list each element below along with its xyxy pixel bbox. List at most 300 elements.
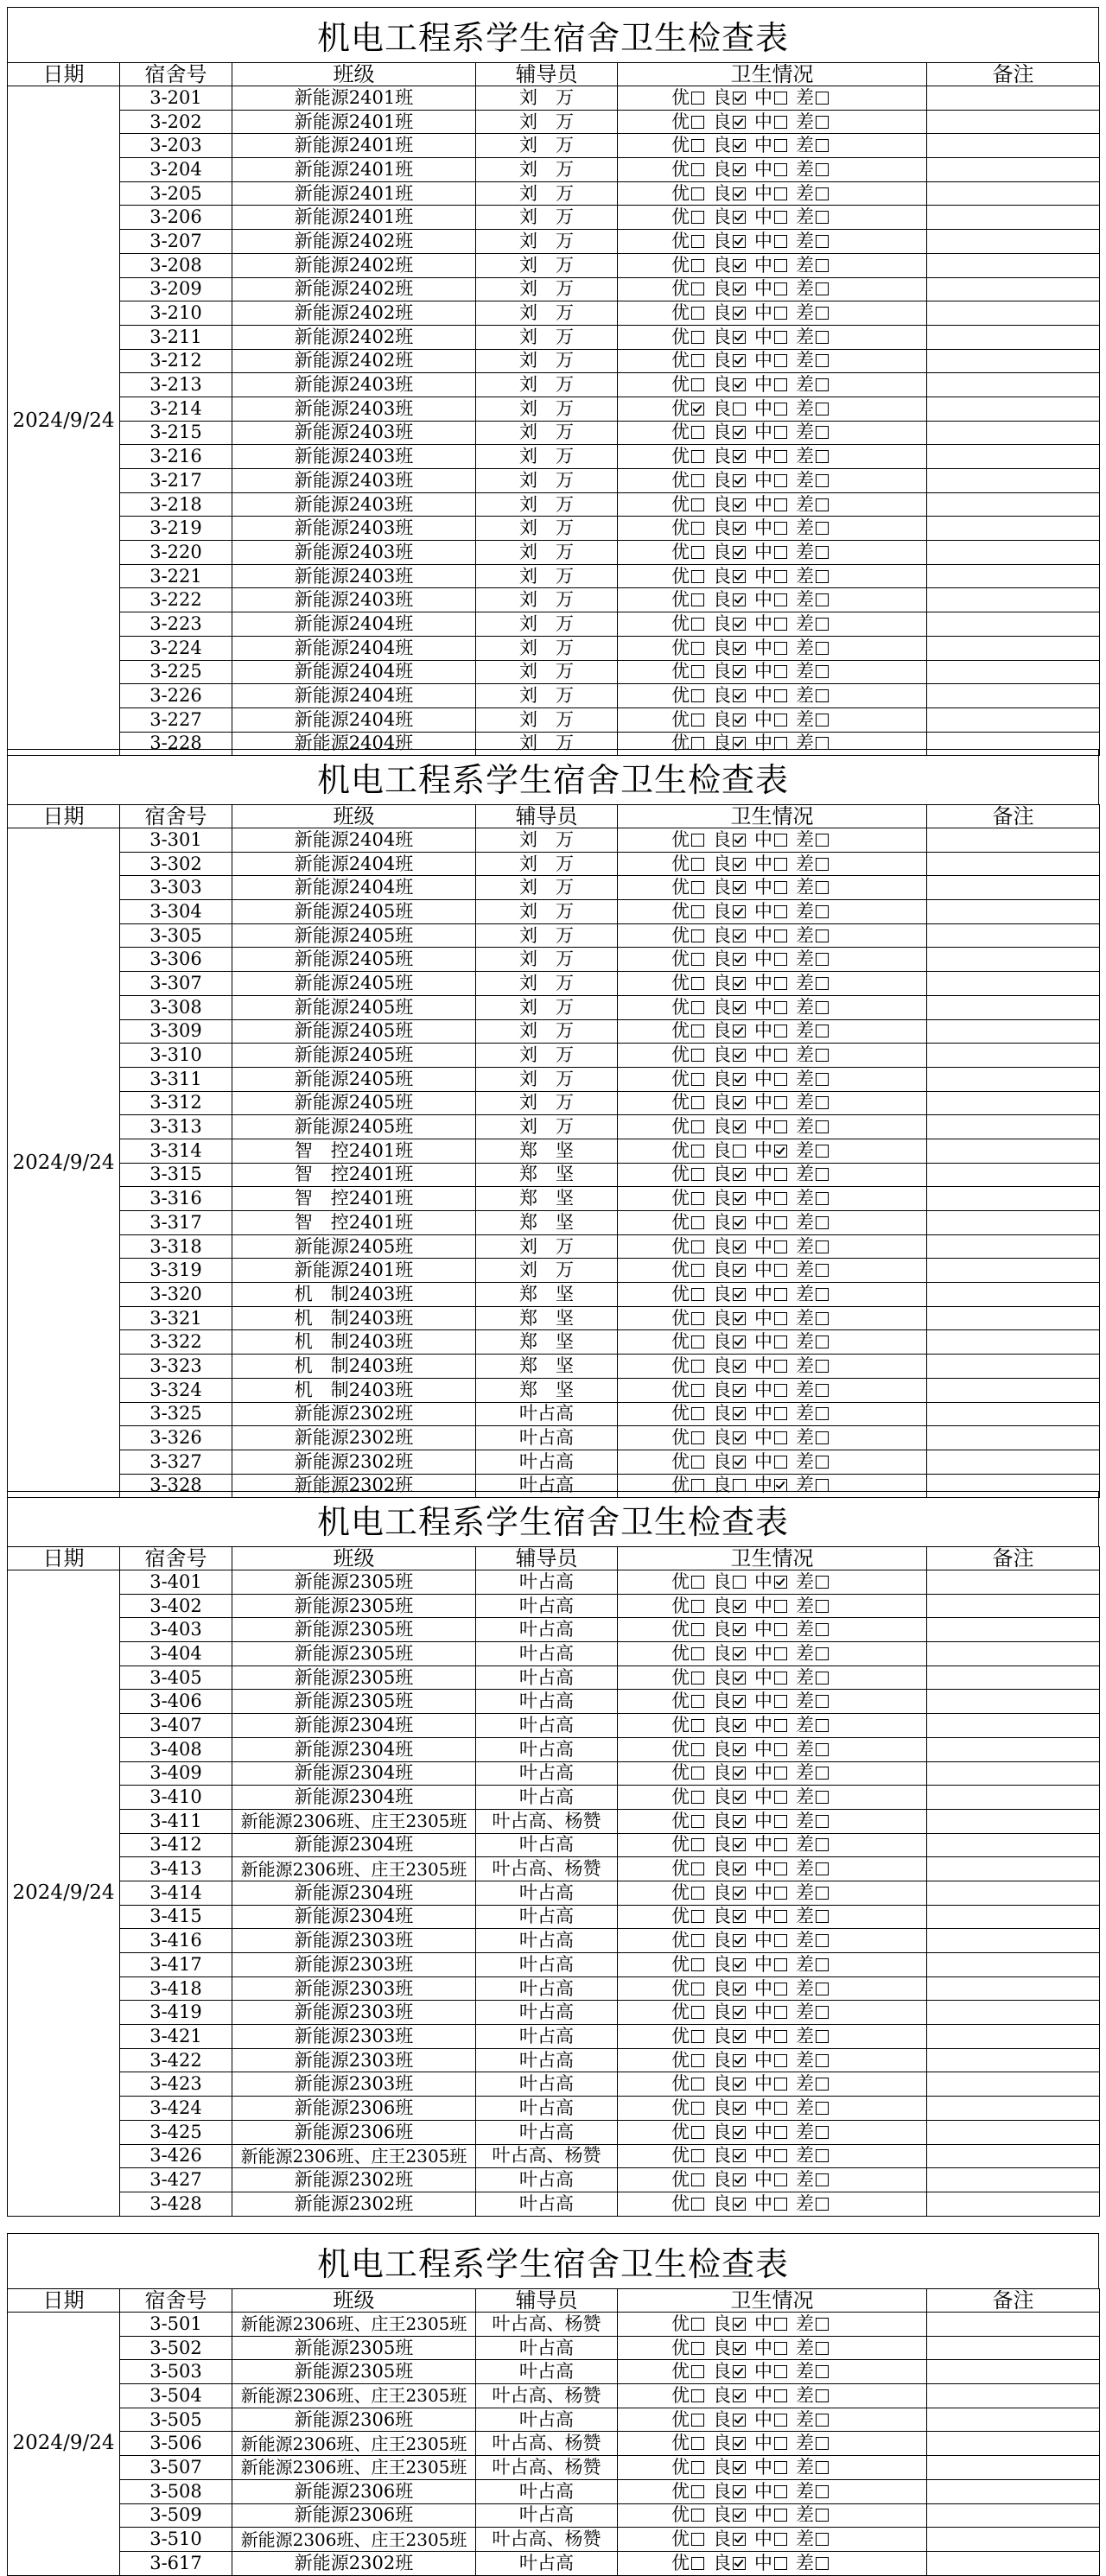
empty-box-icon[interactable] [816, 163, 829, 176]
empty-box-icon[interactable] [774, 187, 787, 200]
empty-box-icon[interactable] [774, 2006, 787, 2019]
empty-box-icon[interactable] [816, 1958, 829, 1971]
empty-box-icon[interactable] [691, 2365, 704, 2378]
empty-box-icon[interactable] [691, 1576, 704, 1589]
checked-box-icon[interactable] [733, 1647, 746, 1660]
empty-box-icon[interactable] [816, 2485, 829, 2498]
empty-box-icon[interactable] [691, 139, 704, 152]
checked-box-icon[interactable] [733, 1743, 746, 1756]
checked-box-icon[interactable] [733, 1862, 746, 1875]
empty-box-icon[interactable] [774, 546, 787, 559]
empty-box-icon[interactable] [691, 474, 704, 487]
empty-box-icon[interactable] [691, 2461, 704, 2474]
empty-box-icon[interactable] [691, 905, 704, 918]
empty-box-icon[interactable] [774, 1288, 787, 1301]
empty-box-icon[interactable] [816, 378, 829, 391]
empty-box-icon[interactable] [774, 139, 787, 152]
empty-box-icon[interactable] [816, 2342, 829, 2355]
checked-box-icon[interactable] [733, 905, 746, 918]
empty-box-icon[interactable] [691, 1384, 704, 1397]
checked-box-icon[interactable] [733, 593, 746, 606]
empty-box-icon[interactable] [774, 1096, 787, 1109]
empty-box-icon[interactable] [774, 2557, 787, 2570]
empty-box-icon[interactable] [816, 1192, 829, 1205]
checked-box-icon[interactable] [733, 92, 746, 105]
checked-box-icon[interactable] [691, 403, 704, 416]
empty-box-icon[interactable] [691, 259, 704, 272]
checked-box-icon[interactable] [733, 474, 746, 487]
empty-box-icon[interactable] [774, 2389, 787, 2402]
checked-box-icon[interactable] [774, 1576, 787, 1589]
empty-box-icon[interactable] [691, 2557, 704, 2570]
checked-box-icon[interactable] [733, 1600, 746, 1613]
empty-box-icon[interactable] [691, 1958, 704, 1971]
empty-box-icon[interactable] [774, 331, 787, 344]
empty-box-icon[interactable] [816, 2030, 829, 2043]
empty-box-icon[interactable] [816, 1096, 829, 1109]
empty-box-icon[interactable] [691, 1001, 704, 1014]
empty-box-icon[interactable] [816, 2461, 829, 2474]
empty-box-icon[interactable] [774, 1791, 787, 1804]
checked-box-icon[interactable] [733, 235, 746, 248]
empty-box-icon[interactable] [691, 1145, 704, 1158]
empty-box-icon[interactable] [816, 2557, 829, 2570]
empty-box-icon[interactable] [774, 1672, 787, 1685]
empty-box-icon[interactable] [816, 1216, 829, 1229]
empty-box-icon[interactable] [816, 450, 829, 463]
empty-box-icon[interactable] [691, 1264, 704, 1277]
empty-box-icon[interactable] [816, 858, 829, 871]
empty-box-icon[interactable] [816, 953, 829, 966]
empty-box-icon[interactable] [691, 1983, 704, 1995]
checked-box-icon[interactable] [733, 2126, 746, 2139]
empty-box-icon[interactable] [774, 1025, 787, 1037]
checked-box-icon[interactable] [733, 1360, 746, 1373]
empty-box-icon[interactable] [816, 1647, 829, 1660]
checked-box-icon[interactable] [733, 858, 746, 871]
empty-box-icon[interactable] [816, 1264, 829, 1277]
empty-box-icon[interactable] [816, 1887, 829, 1900]
empty-box-icon[interactable] [691, 1647, 704, 1660]
checked-box-icon[interactable] [733, 2389, 746, 2402]
empty-box-icon[interactable] [816, 2533, 829, 2546]
empty-box-icon[interactable] [774, 834, 787, 847]
empty-box-icon[interactable] [691, 522, 704, 535]
empty-box-icon[interactable] [774, 1336, 787, 1348]
checked-box-icon[interactable] [733, 2198, 746, 2211]
empty-box-icon[interactable] [816, 2054, 829, 2067]
empty-box-icon[interactable] [816, 1862, 829, 1875]
empty-box-icon[interactable] [691, 2126, 704, 2139]
checked-box-icon[interactable] [733, 331, 746, 344]
empty-box-icon[interactable] [691, 2006, 704, 2019]
empty-box-icon[interactable] [691, 1192, 704, 1205]
empty-box-icon[interactable] [774, 2126, 787, 2139]
empty-box-icon[interactable] [816, 2078, 829, 2091]
checked-box-icon[interactable] [733, 1934, 746, 1947]
empty-box-icon[interactable] [774, 1862, 787, 1875]
checked-box-icon[interactable] [733, 2414, 746, 2427]
empty-box-icon[interactable] [774, 92, 787, 105]
empty-box-icon[interactable] [691, 2102, 704, 2115]
checked-box-icon[interactable] [733, 546, 746, 559]
empty-box-icon[interactable] [733, 1576, 746, 1589]
empty-box-icon[interactable] [816, 1336, 829, 1348]
empty-box-icon[interactable] [816, 1288, 829, 1301]
empty-box-icon[interactable] [733, 1145, 746, 1158]
checked-box-icon[interactable] [733, 1240, 746, 1253]
empty-box-icon[interactable] [816, 834, 829, 847]
empty-box-icon[interactable] [816, 2149, 829, 2162]
empty-box-icon[interactable] [774, 2173, 787, 2186]
empty-box-icon[interactable] [816, 2198, 829, 2211]
empty-box-icon[interactable] [691, 2509, 704, 2522]
empty-box-icon[interactable] [691, 1934, 704, 1947]
empty-box-icon[interactable] [691, 426, 704, 439]
checked-box-icon[interactable] [733, 2533, 746, 2546]
empty-box-icon[interactable] [774, 977, 787, 990]
empty-box-icon[interactable] [816, 1600, 829, 1613]
empty-box-icon[interactable] [774, 1983, 787, 1995]
checked-box-icon[interactable] [733, 1049, 746, 1062]
empty-box-icon[interactable] [816, 1838, 829, 1851]
empty-box-icon[interactable] [691, 2533, 704, 2546]
checked-box-icon[interactable] [733, 2461, 746, 2474]
empty-box-icon[interactable] [691, 1887, 704, 1900]
empty-box-icon[interactable] [774, 426, 787, 439]
checked-box-icon[interactable] [733, 116, 746, 129]
empty-box-icon[interactable] [774, 2318, 787, 2331]
empty-box-icon[interactable] [774, 1192, 787, 1205]
empty-box-icon[interactable] [691, 1120, 704, 1133]
empty-box-icon[interactable] [774, 930, 787, 942]
empty-box-icon[interactable] [774, 1312, 787, 1325]
empty-box-icon[interactable] [816, 1456, 829, 1469]
empty-box-icon[interactable] [691, 2437, 704, 2450]
empty-box-icon[interactable] [691, 163, 704, 176]
empty-box-icon[interactable] [691, 1168, 704, 1181]
empty-box-icon[interactable] [691, 307, 704, 320]
empty-box-icon[interactable] [816, 426, 829, 439]
empty-box-icon[interactable] [816, 1695, 829, 1708]
empty-box-icon[interactable] [691, 689, 704, 702]
checked-box-icon[interactable] [733, 2342, 746, 2355]
empty-box-icon[interactable] [691, 1600, 704, 1613]
empty-box-icon[interactable] [774, 953, 787, 966]
empty-box-icon[interactable] [691, 1240, 704, 1253]
checked-box-icon[interactable] [733, 977, 746, 990]
checked-box-icon[interactable] [733, 570, 746, 583]
empty-box-icon[interactable] [774, 1647, 787, 1660]
empty-box-icon[interactable] [816, 1791, 829, 1804]
empty-box-icon[interactable] [691, 1407, 704, 1420]
empty-box-icon[interactable] [774, 2054, 787, 2067]
empty-box-icon[interactable] [774, 1719, 787, 1732]
checked-box-icon[interactable] [733, 689, 746, 702]
checked-box-icon[interactable] [733, 1192, 746, 1205]
empty-box-icon[interactable] [691, 211, 704, 224]
empty-box-icon[interactable] [816, 235, 829, 248]
empty-box-icon[interactable] [774, 1910, 787, 1923]
checked-box-icon[interactable] [733, 426, 746, 439]
empty-box-icon[interactable] [816, 2126, 829, 2139]
empty-box-icon[interactable] [774, 211, 787, 224]
empty-box-icon[interactable] [691, 1838, 704, 1851]
empty-box-icon[interactable] [774, 2461, 787, 2474]
empty-box-icon[interactable] [816, 618, 829, 631]
empty-box-icon[interactable] [691, 714, 704, 726]
empty-box-icon[interactable] [816, 2318, 829, 2331]
empty-box-icon[interactable] [774, 905, 787, 918]
empty-box-icon[interactable] [816, 593, 829, 606]
empty-box-icon[interactable] [691, 1025, 704, 1037]
checked-box-icon[interactable] [733, 1887, 746, 1900]
checked-box-icon[interactable] [733, 881, 746, 894]
empty-box-icon[interactable] [816, 259, 829, 272]
empty-box-icon[interactable] [774, 498, 787, 511]
empty-box-icon[interactable] [733, 403, 746, 416]
empty-box-icon[interactable] [774, 570, 787, 583]
empty-box-icon[interactable] [774, 1887, 787, 1900]
empty-box-icon[interactable] [816, 116, 829, 129]
empty-box-icon[interactable] [774, 2078, 787, 2091]
checked-box-icon[interactable] [733, 307, 746, 320]
checked-box-icon[interactable] [733, 1120, 746, 1133]
empty-box-icon[interactable] [691, 92, 704, 105]
checked-box-icon[interactable] [733, 1384, 746, 1397]
empty-box-icon[interactable] [774, 2342, 787, 2355]
empty-box-icon[interactable] [691, 2389, 704, 2402]
checked-box-icon[interactable] [733, 2173, 746, 2186]
empty-box-icon[interactable] [691, 2414, 704, 2427]
checked-box-icon[interactable] [733, 2365, 746, 2378]
empty-box-icon[interactable] [691, 2485, 704, 2498]
empty-box-icon[interactable] [774, 1120, 787, 1133]
empty-box-icon[interactable] [774, 2030, 787, 2043]
checked-box-icon[interactable] [733, 930, 746, 942]
empty-box-icon[interactable] [691, 331, 704, 344]
empty-box-icon[interactable] [816, 2437, 829, 2450]
empty-box-icon[interactable] [691, 570, 704, 583]
empty-box-icon[interactable] [691, 593, 704, 606]
checked-box-icon[interactable] [733, 1073, 746, 1086]
empty-box-icon[interactable] [774, 235, 787, 248]
checked-box-icon[interactable] [733, 2102, 746, 2115]
empty-box-icon[interactable] [816, 642, 829, 655]
empty-box-icon[interactable] [691, 1672, 704, 1685]
empty-box-icon[interactable] [774, 474, 787, 487]
checked-box-icon[interactable] [733, 665, 746, 678]
empty-box-icon[interactable] [691, 977, 704, 990]
checked-box-icon[interactable] [733, 163, 746, 176]
empty-box-icon[interactable] [774, 1767, 787, 1780]
checked-box-icon[interactable] [733, 1815, 746, 1828]
empty-box-icon[interactable] [774, 1264, 787, 1277]
empty-box-icon[interactable] [816, 1576, 829, 1589]
empty-box-icon[interactable] [774, 1623, 787, 1636]
checked-box-icon[interactable] [733, 498, 746, 511]
empty-box-icon[interactable] [691, 1695, 704, 1708]
empty-box-icon[interactable] [816, 1073, 829, 1086]
empty-box-icon[interactable] [774, 593, 787, 606]
empty-box-icon[interactable] [774, 163, 787, 176]
empty-box-icon[interactable] [816, 570, 829, 583]
empty-box-icon[interactable] [816, 307, 829, 320]
empty-box-icon[interactable] [691, 930, 704, 942]
checked-box-icon[interactable] [774, 1145, 787, 1158]
empty-box-icon[interactable] [774, 1934, 787, 1947]
checked-box-icon[interactable] [733, 714, 746, 726]
empty-box-icon[interactable] [816, 977, 829, 990]
empty-box-icon[interactable] [816, 1025, 829, 1037]
empty-box-icon[interactable] [816, 881, 829, 894]
checked-box-icon[interactable] [733, 1096, 746, 1109]
checked-box-icon[interactable] [733, 259, 746, 272]
empty-box-icon[interactable] [691, 1360, 704, 1373]
empty-box-icon[interactable] [691, 1288, 704, 1301]
empty-box-icon[interactable] [774, 1600, 787, 1613]
empty-box-icon[interactable] [816, 282, 829, 295]
empty-box-icon[interactable] [691, 498, 704, 511]
empty-box-icon[interactable] [816, 1910, 829, 1923]
empty-box-icon[interactable] [816, 2509, 829, 2522]
empty-box-icon[interactable] [691, 1862, 704, 1875]
checked-box-icon[interactable] [733, 2485, 746, 2498]
empty-box-icon[interactable] [816, 1623, 829, 1636]
empty-box-icon[interactable] [816, 2389, 829, 2402]
empty-box-icon[interactable] [816, 1767, 829, 1780]
checked-box-icon[interactable] [733, 1264, 746, 1277]
empty-box-icon[interactable] [816, 2365, 829, 2378]
empty-box-icon[interactable] [774, 2198, 787, 2211]
empty-box-icon[interactable] [691, 953, 704, 966]
empty-box-icon[interactable] [816, 2006, 829, 2019]
empty-box-icon[interactable] [774, 1073, 787, 1086]
empty-box-icon[interactable] [774, 2485, 787, 2498]
checked-box-icon[interactable] [733, 1910, 746, 1923]
empty-box-icon[interactable] [816, 1240, 829, 1253]
empty-box-icon[interactable] [774, 689, 787, 702]
empty-box-icon[interactable] [774, 858, 787, 871]
empty-box-icon[interactable] [816, 1360, 829, 1373]
empty-box-icon[interactable] [816, 1719, 829, 1732]
empty-box-icon[interactable] [774, 282, 787, 295]
empty-box-icon[interactable] [774, 1168, 787, 1181]
checked-box-icon[interactable] [733, 1767, 746, 1780]
empty-box-icon[interactable] [774, 1695, 787, 1708]
empty-box-icon[interactable] [774, 1456, 787, 1469]
checked-box-icon[interactable] [733, 642, 746, 655]
empty-box-icon[interactable] [816, 139, 829, 152]
empty-box-icon[interactable] [691, 354, 704, 367]
empty-box-icon[interactable] [774, 2365, 787, 2378]
empty-box-icon[interactable] [816, 2102, 829, 2115]
checked-box-icon[interactable] [733, 2557, 746, 2570]
checked-box-icon[interactable] [733, 1336, 746, 1348]
empty-box-icon[interactable] [774, 2149, 787, 2162]
empty-box-icon[interactable] [774, 259, 787, 272]
empty-box-icon[interactable] [774, 1815, 787, 1828]
empty-box-icon[interactable] [816, 1934, 829, 1947]
empty-box-icon[interactable] [691, 116, 704, 129]
empty-box-icon[interactable] [774, 354, 787, 367]
empty-box-icon[interactable] [774, 1240, 787, 1253]
empty-box-icon[interactable] [816, 2414, 829, 2427]
empty-box-icon[interactable] [774, 1958, 787, 1971]
empty-box-icon[interactable] [816, 403, 829, 416]
empty-box-icon[interactable] [774, 714, 787, 726]
empty-box-icon[interactable] [691, 2149, 704, 2162]
empty-box-icon[interactable] [691, 2198, 704, 2211]
empty-box-icon[interactable] [816, 689, 829, 702]
empty-box-icon[interactable] [691, 1743, 704, 1756]
empty-box-icon[interactable] [774, 2437, 787, 2450]
empty-box-icon[interactable] [774, 450, 787, 463]
empty-box-icon[interactable] [774, 1743, 787, 1756]
checked-box-icon[interactable] [733, 1672, 746, 1685]
empty-box-icon[interactable] [691, 1216, 704, 1229]
empty-box-icon[interactable] [816, 1743, 829, 1756]
checked-box-icon[interactable] [733, 834, 746, 847]
empty-box-icon[interactable] [816, 930, 829, 942]
empty-box-icon[interactable] [774, 2102, 787, 2115]
checked-box-icon[interactable] [733, 2149, 746, 2162]
checked-box-icon[interactable] [733, 1025, 746, 1037]
empty-box-icon[interactable] [816, 187, 829, 200]
empty-box-icon[interactable] [774, 1838, 787, 1851]
empty-box-icon[interactable] [691, 665, 704, 678]
empty-box-icon[interactable] [691, 2318, 704, 2331]
empty-box-icon[interactable] [691, 450, 704, 463]
empty-box-icon[interactable] [774, 1001, 787, 1014]
empty-box-icon[interactable] [691, 1910, 704, 1923]
empty-box-icon[interactable] [691, 642, 704, 655]
empty-box-icon[interactable] [816, 1049, 829, 1062]
checked-box-icon[interactable] [733, 1288, 746, 1301]
empty-box-icon[interactable] [691, 235, 704, 248]
empty-box-icon[interactable] [691, 187, 704, 200]
checked-box-icon[interactable] [733, 1623, 746, 1636]
empty-box-icon[interactable] [691, 2030, 704, 2043]
empty-box-icon[interactable] [691, 2342, 704, 2355]
empty-box-icon[interactable] [816, 1168, 829, 1181]
empty-box-icon[interactable] [816, 211, 829, 224]
empty-box-icon[interactable] [691, 834, 704, 847]
empty-box-icon[interactable] [774, 1049, 787, 1062]
empty-box-icon[interactable] [774, 642, 787, 655]
empty-box-icon[interactable] [691, 1719, 704, 1732]
empty-box-icon[interactable] [691, 1791, 704, 1804]
empty-box-icon[interactable] [816, 474, 829, 487]
checked-box-icon[interactable] [733, 2006, 746, 2019]
empty-box-icon[interactable] [774, 2533, 787, 2546]
checked-box-icon[interactable] [733, 2054, 746, 2067]
checked-box-icon[interactable] [733, 2509, 746, 2522]
empty-box-icon[interactable] [691, 858, 704, 871]
empty-box-icon[interactable] [774, 665, 787, 678]
checked-box-icon[interactable] [733, 522, 746, 535]
checked-box-icon[interactable] [733, 2437, 746, 2450]
checked-box-icon[interactable] [733, 2078, 746, 2091]
empty-box-icon[interactable] [774, 618, 787, 631]
checked-box-icon[interactable] [733, 1407, 746, 1420]
empty-box-icon[interactable] [774, 881, 787, 894]
empty-box-icon[interactable] [774, 2509, 787, 2522]
empty-box-icon[interactable] [816, 1407, 829, 1420]
checked-box-icon[interactable] [733, 618, 746, 631]
empty-box-icon[interactable] [691, 546, 704, 559]
empty-box-icon[interactable] [691, 1073, 704, 1086]
